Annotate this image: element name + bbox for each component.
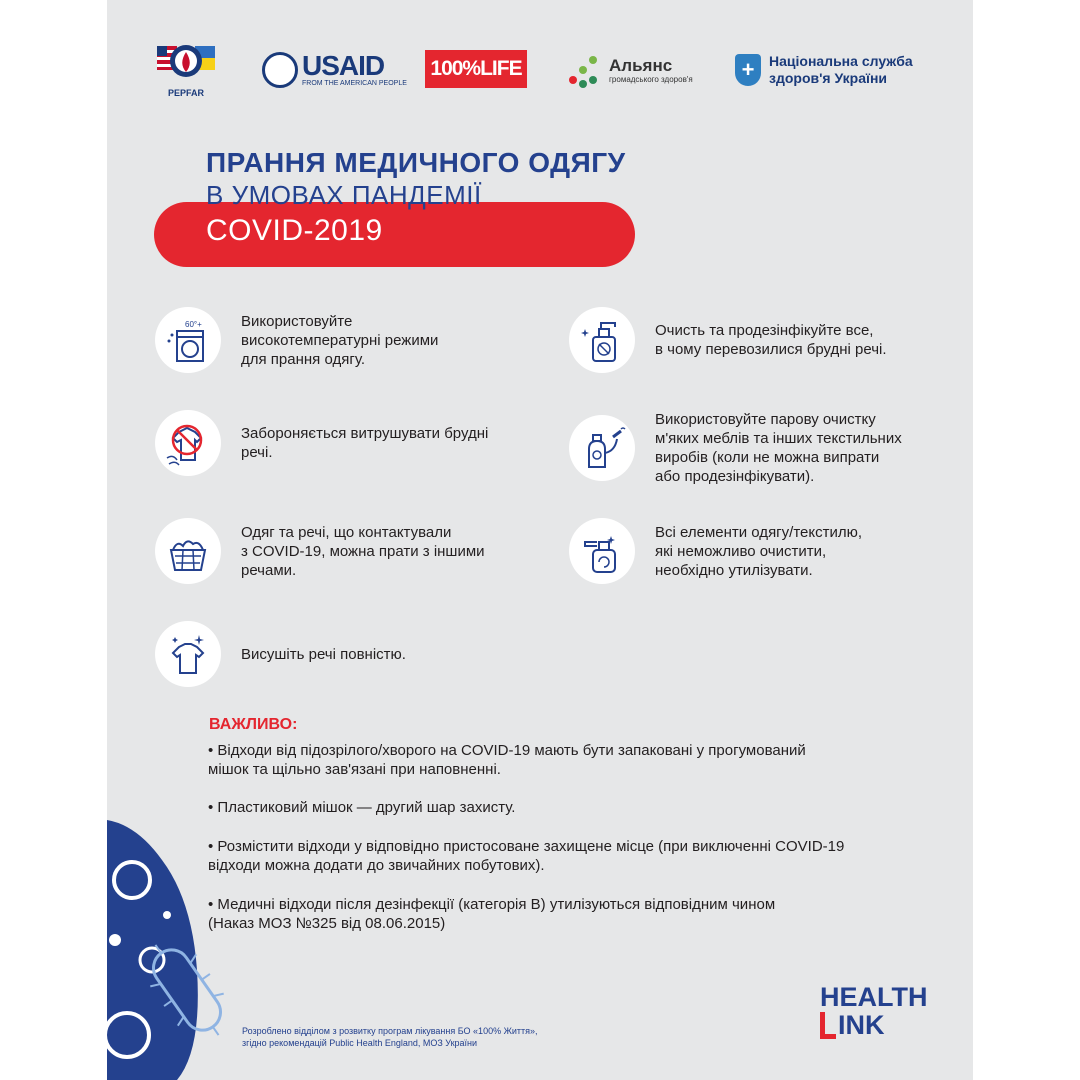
tip-text: Одяг та речі, що контактували з COVID-19, можна прати з іншими речами.	[241, 523, 485, 579]
important-heading: ВАЖЛИВО:	[209, 716, 298, 733]
tip-disinfect-transport	[569, 307, 887, 373]
left-margin	[0, 0, 107, 1080]
tip-text: Використовуйте високотемпературні режими для прання одягу.	[241, 312, 439, 368]
health-link-logo	[820, 983, 928, 1039]
tip-no-shaking	[155, 410, 488, 476]
tip-steam-cleaning	[569, 410, 902, 486]
washing-machine-icon	[163, 315, 213, 365]
tip-text: Всі елементи одягу/текстилю, які неможливо очистити, необхідно утилізувати.	[655, 523, 863, 579]
tip-text: Використовуйте парову очистку м'яких меблів та інших текстильних виробів (коли не можна випрати або продезінфікувати).	[655, 411, 902, 485]
title-line-3: COVID-2019	[206, 214, 383, 247]
health-link-line-1: HEALTH	[820, 982, 928, 1012]
important-bullet: • Розмістити відходи у відповідно пристосоване захищене місце (при виключенні COVID-19 відходи можна додати до звичайних побутових).	[208, 838, 845, 874]
alliance-dots-icon	[567, 52, 603, 88]
usaid-logo	[262, 50, 407, 90]
important-bullet: • Медичні відходи після дезінфекції (категорія В) утилізуються відповідним чином (Наказ МОЗ №325 від 08.06.2015)	[208, 896, 776, 932]
health-link-l-mark-icon	[820, 1012, 836, 1039]
nszu-wordmark: Національна служба здоров'я України	[769, 53, 913, 86]
footer-credit: Розроблено відділом з розвитку програм лікування БО «100% Життя», згідно рекомендацій Public Health England, МОЗ України	[242, 1026, 538, 1048]
recycle-bottle-icon	[577, 526, 627, 576]
partner-logos	[107, 30, 973, 110]
right-margin	[973, 0, 1080, 1080]
usaid-seal-icon	[262, 52, 298, 88]
usaid-wordmark: USAID	[302, 50, 385, 81]
pepfar-emblem-icon	[155, 36, 217, 86]
tip-text: Висушіть речі повністю.	[241, 645, 406, 663]
tip-text: Очисть та продезінфікуйте все, в чому перевозилися брудні речі.	[655, 322, 887, 358]
title-line-2: В УМОВАХ ПАНДЕМІЇ	[206, 180, 482, 210]
tip-dispose-textile	[569, 518, 862, 584]
life-logo: 100%LIFE	[425, 50, 527, 88]
important-bullet: • Пластиковий мішок — другий шар захисту.	[208, 799, 516, 816]
alliance-wordmark: Альянс	[609, 55, 673, 75]
dry-shirt-icon	[163, 629, 213, 679]
shield-cross-icon: +	[735, 54, 761, 86]
tip-wash-together	[155, 518, 485, 584]
important-bullet: • Відходи від підозрілого/хворого на COVID-19 мають бути запаковані у прогумований мішок та щільно зав'язані при наповненні.	[208, 742, 806, 778]
tip-dry-fully	[155, 621, 406, 687]
usaid-tagline: FROM THE AMERICAN PEOPLE	[302, 80, 407, 87]
alliance-tagline: громадського здоров'я	[609, 74, 693, 84]
pepfar-label: PEPFAR	[167, 88, 204, 98]
tip-text: Забороняється витрушувати брудні речі.	[241, 425, 489, 461]
tip-high-temperature	[155, 307, 438, 373]
alliance-logo	[567, 50, 693, 90]
nszu-logo	[735, 48, 929, 92]
health-link-line-2: INK	[838, 1010, 885, 1040]
laundry-basket-icon	[163, 526, 213, 576]
pepfar-logo	[151, 36, 221, 106]
poster	[107, 0, 973, 1080]
no-shaking-shirt-icon	[163, 418, 213, 468]
title-line-1: ПРАННЯ МЕДИЧНОГО ОДЯГУ	[206, 147, 626, 178]
disinfect-spray-icon	[577, 315, 627, 365]
svg-text:60°+: 60°+	[185, 320, 202, 329]
steam-cleaner-icon	[577, 423, 627, 473]
